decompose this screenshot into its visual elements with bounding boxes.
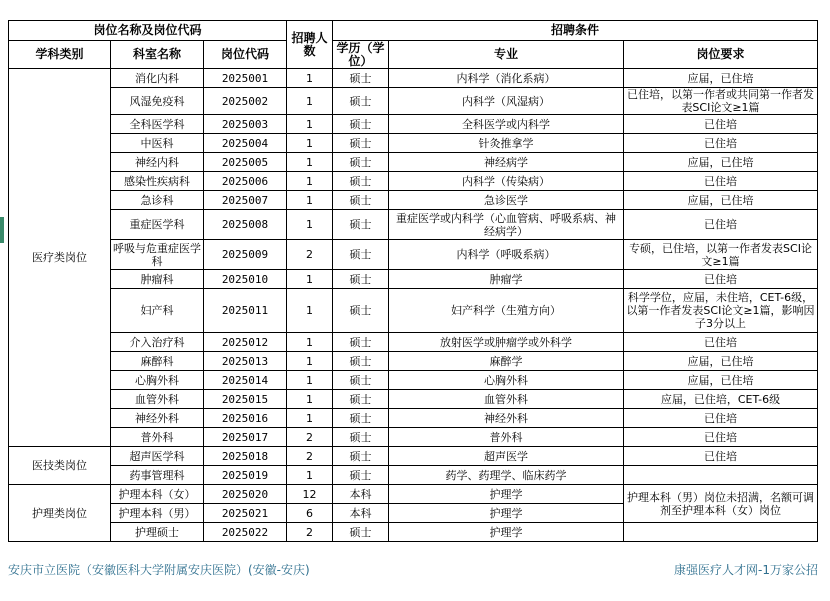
degree-cell: 硕士 xyxy=(333,191,389,210)
code-cell: 2025013 xyxy=(204,352,287,371)
count-cell: 12 xyxy=(287,485,333,504)
requirement-cell: 已住培，以第一作者或共同第一作者发表SCI论文≥1篇 xyxy=(624,88,818,115)
category-cell: 医疗类岗位 xyxy=(9,69,111,447)
table-row xyxy=(9,466,818,485)
code-cell: 2025016 xyxy=(204,409,287,428)
sheet-edge-marker xyxy=(0,217,4,243)
count-cell: 1 xyxy=(287,69,333,88)
table-row xyxy=(9,523,818,542)
major-cell: 肿瘤学 xyxy=(389,270,624,289)
degree-cell: 硕士 xyxy=(333,523,389,542)
table-row xyxy=(9,428,818,447)
code-cell: 2025006 xyxy=(204,172,287,191)
requirement-cell: 已住培 xyxy=(624,172,818,191)
degree-cell: 硕士 xyxy=(333,69,389,88)
requirement-cell: 已住培 xyxy=(624,134,818,153)
header-category: 学科类别 xyxy=(9,41,111,69)
recruitment-table xyxy=(8,20,818,542)
code-cell: 2025010 xyxy=(204,270,287,289)
table-row xyxy=(9,390,818,409)
major-cell: 麻醉学 xyxy=(389,352,624,371)
dept-cell: 血管外科 xyxy=(111,390,204,409)
major-cell: 内科学（风湿病） xyxy=(389,88,624,115)
major-cell: 药学、药理学、临床药学 xyxy=(389,466,624,485)
table-row xyxy=(9,134,818,153)
degree-cell: 硕士 xyxy=(333,153,389,172)
header-count: 招聘人数 xyxy=(287,21,333,69)
header-position-group: 岗位名称及岗位代码 xyxy=(9,21,287,41)
dept-cell: 普外科 xyxy=(111,428,204,447)
degree-cell: 硕士 xyxy=(333,352,389,371)
header-dept: 科室名称 xyxy=(111,41,204,69)
count-cell: 2 xyxy=(287,447,333,466)
code-cell: 2025004 xyxy=(204,134,287,153)
count-cell: 2 xyxy=(287,240,333,270)
major-cell: 普外科 xyxy=(389,428,624,447)
degree-cell: 硕士 xyxy=(333,409,389,428)
degree-cell: 硕士 xyxy=(333,88,389,115)
count-cell: 1 xyxy=(287,409,333,428)
major-cell: 全科医学或内科学 xyxy=(389,115,624,134)
dept-cell: 麻醉科 xyxy=(111,352,204,371)
table-row xyxy=(9,371,818,390)
major-cell: 急诊医学 xyxy=(389,191,624,210)
dept-cell: 介入治疗科 xyxy=(111,333,204,352)
code-cell: 2025021 xyxy=(204,504,287,523)
requirement-cell: 应届，已住培，CET-6级 xyxy=(624,390,818,409)
table-row xyxy=(9,289,818,333)
table-row xyxy=(9,210,818,240)
major-cell: 重症医学或内科学（心血管病、呼吸系病、神经病学） xyxy=(389,210,624,240)
dept-cell: 神经外科 xyxy=(111,409,204,428)
footer-hospital-name: 安庆市立医院（安徽医科大学附属安庆医院）(安徽-安庆) xyxy=(8,563,310,577)
table-body xyxy=(9,69,818,542)
count-cell: 1 xyxy=(287,172,333,191)
degree-cell: 硕士 xyxy=(333,210,389,240)
major-cell: 护理学 xyxy=(389,504,624,523)
code-cell: 2025011 xyxy=(204,289,287,333)
requirement-cell: 已住培 xyxy=(624,115,818,134)
code-cell: 2025012 xyxy=(204,333,287,352)
code-cell: 2025002 xyxy=(204,88,287,115)
count-cell: 1 xyxy=(287,134,333,153)
requirement-cell: 已住培 xyxy=(624,210,818,240)
dept-cell: 呼吸与危重症医学科 xyxy=(111,240,204,270)
major-cell: 心胸外科 xyxy=(389,371,624,390)
code-cell: 2025009 xyxy=(204,240,287,270)
code-cell: 2025014 xyxy=(204,371,287,390)
count-cell: 1 xyxy=(287,153,333,172)
code-cell: 2025015 xyxy=(204,390,287,409)
count-cell: 1 xyxy=(287,115,333,134)
count-cell: 1 xyxy=(287,371,333,390)
dept-cell: 重症医学科 xyxy=(111,210,204,240)
major-cell: 针灸推拿学 xyxy=(389,134,624,153)
dept-cell: 神经内科 xyxy=(111,153,204,172)
code-cell: 2025017 xyxy=(204,428,287,447)
major-cell: 护理学 xyxy=(389,485,624,504)
dept-cell: 全科医学科 xyxy=(111,115,204,134)
dept-cell: 药事管理科 xyxy=(111,466,204,485)
degree-cell: 硕士 xyxy=(333,371,389,390)
count-cell: 1 xyxy=(287,352,333,371)
dept-cell: 妇产科 xyxy=(111,289,204,333)
header-conditions-group: 招聘条件 xyxy=(333,21,818,41)
table-row xyxy=(9,191,818,210)
table-row xyxy=(9,88,818,115)
degree-cell: 硕士 xyxy=(333,428,389,447)
degree-cell: 硕士 xyxy=(333,466,389,485)
requirement-cell: 护理本科（男）岗位未招满，名额可调剂至护理本科（女）岗位 xyxy=(624,485,818,523)
requirement-cell: 应届，已住培 xyxy=(624,191,818,210)
requirement-cell: 应届，已住培 xyxy=(624,371,818,390)
degree-cell: 硕士 xyxy=(333,390,389,409)
table-row xyxy=(9,270,818,289)
degree-cell: 本科 xyxy=(333,485,389,504)
count-cell: 1 xyxy=(287,88,333,115)
requirement-cell: 应届，已住培 xyxy=(624,352,818,371)
count-cell: 1 xyxy=(287,289,333,333)
dept-cell: 中医科 xyxy=(111,134,204,153)
table-row xyxy=(9,447,818,466)
degree-cell: 硕士 xyxy=(333,172,389,191)
requirement-cell: 已住培 xyxy=(624,409,818,428)
dept-cell: 肿瘤科 xyxy=(111,270,204,289)
requirement-cell: 专硕，已住培，以第一作者发表SCI论文≥1篇 xyxy=(624,240,818,270)
major-cell: 内科学（呼吸系病） xyxy=(389,240,624,270)
table-row xyxy=(9,240,818,270)
dept-cell: 风湿免疫科 xyxy=(111,88,204,115)
major-cell: 放射医学或肿瘤学或外科学 xyxy=(389,333,624,352)
dept-cell: 心胸外科 xyxy=(111,371,204,390)
requirement-cell xyxy=(624,523,818,542)
count-cell: 6 xyxy=(287,504,333,523)
degree-cell: 硕士 xyxy=(333,134,389,153)
dept-cell: 消化内科 xyxy=(111,69,204,88)
major-cell: 内科学（消化系病） xyxy=(389,69,624,88)
degree-cell: 硕士 xyxy=(333,240,389,270)
header-code: 岗位代码 xyxy=(204,41,287,69)
table-row xyxy=(9,409,818,428)
requirement-cell: 已住培 xyxy=(624,270,818,289)
header-major: 专业 xyxy=(389,41,624,69)
code-cell: 2025001 xyxy=(204,69,287,88)
dept-cell: 超声医学科 xyxy=(111,447,204,466)
major-cell: 神经外科 xyxy=(389,409,624,428)
count-cell: 2 xyxy=(287,428,333,447)
count-cell: 1 xyxy=(287,390,333,409)
table-row xyxy=(9,153,818,172)
requirement-cell: 已住培 xyxy=(624,447,818,466)
code-cell: 2025008 xyxy=(204,210,287,240)
code-cell: 2025022 xyxy=(204,523,287,542)
dept-cell: 护理本科（男） xyxy=(111,504,204,523)
requirement-cell: 科学学位，应届，未住培，CET-6级，以第一作者发表SCI论文≥1篇，影响因子3分以上 xyxy=(624,289,818,333)
count-cell: 1 xyxy=(287,333,333,352)
table-row xyxy=(9,333,818,352)
table-row xyxy=(9,115,818,134)
count-cell: 1 xyxy=(287,191,333,210)
count-cell: 1 xyxy=(287,270,333,289)
code-cell: 2025003 xyxy=(204,115,287,134)
dept-cell: 护理本科（女） xyxy=(111,485,204,504)
header-requirement: 岗位要求 xyxy=(624,41,818,69)
dept-cell: 感染性疾病科 xyxy=(111,172,204,191)
requirement-cell xyxy=(624,466,818,485)
footer-source: 康强医疗人才网-1万家公招 xyxy=(674,563,818,577)
code-cell: 2025019 xyxy=(204,466,287,485)
major-cell: 神经病学 xyxy=(389,153,624,172)
major-cell: 内科学（传染病） xyxy=(389,172,624,191)
header-degree: 学历（学位） xyxy=(333,41,389,69)
requirement-cell: 应届，已住培 xyxy=(624,153,818,172)
table-row xyxy=(9,485,818,504)
count-cell: 1 xyxy=(287,210,333,240)
major-cell: 护理学 xyxy=(389,523,624,542)
count-cell: 2 xyxy=(287,523,333,542)
category-cell: 护理类岗位 xyxy=(9,485,111,542)
code-cell: 2025020 xyxy=(204,485,287,504)
dept-cell: 护理硕士 xyxy=(111,523,204,542)
degree-cell: 硕士 xyxy=(333,333,389,352)
code-cell: 2025005 xyxy=(204,153,287,172)
major-cell: 妇产科学（生殖方向） xyxy=(389,289,624,333)
table-row xyxy=(9,352,818,371)
code-cell: 2025007 xyxy=(204,191,287,210)
category-cell: 医技类岗位 xyxy=(9,447,111,485)
requirement-cell: 应届，已住培 xyxy=(624,69,818,88)
dept-cell: 急诊科 xyxy=(111,191,204,210)
degree-cell: 硕士 xyxy=(333,270,389,289)
table-row xyxy=(9,69,818,88)
degree-cell: 硕士 xyxy=(333,115,389,134)
major-cell: 超声医学 xyxy=(389,447,624,466)
code-cell: 2025018 xyxy=(204,447,287,466)
requirement-cell: 已住培 xyxy=(624,333,818,352)
major-cell: 血管外科 xyxy=(389,390,624,409)
table-row xyxy=(9,172,818,191)
degree-cell: 硕士 xyxy=(333,447,389,466)
count-cell: 1 xyxy=(287,466,333,485)
requirement-cell: 已住培 xyxy=(624,428,818,447)
degree-cell: 硕士 xyxy=(333,289,389,333)
degree-cell: 本科 xyxy=(333,504,389,523)
